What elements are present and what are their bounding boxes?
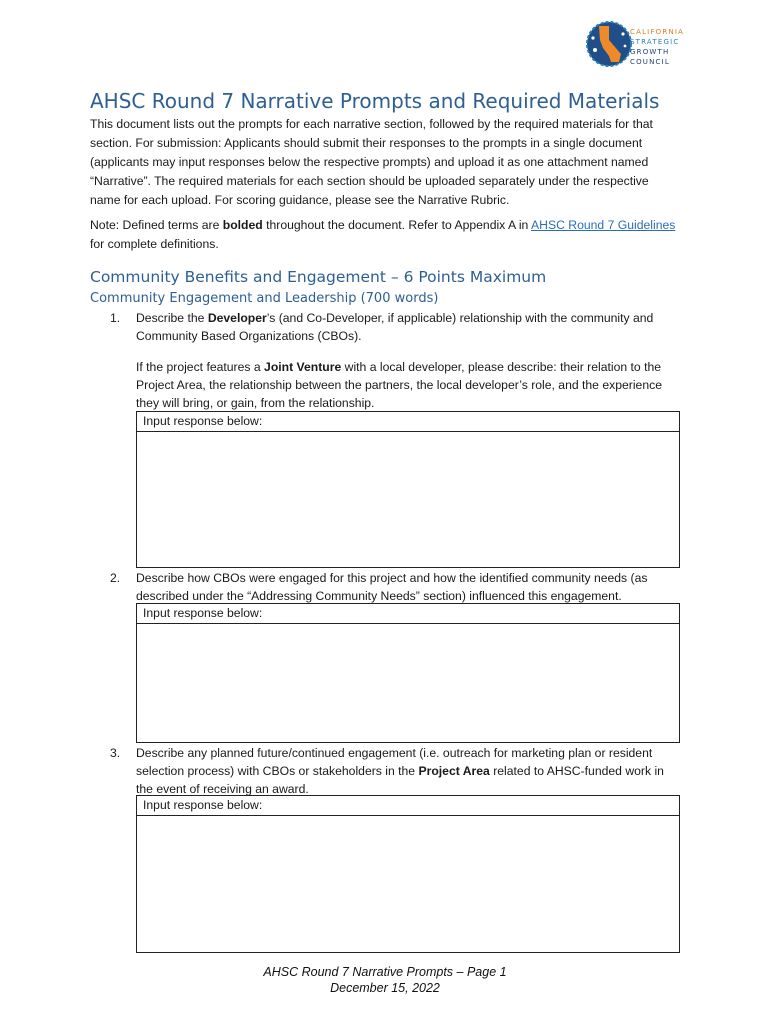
logo-line-california: CALIFORNIA xyxy=(630,28,685,36)
item-number: 3. xyxy=(110,746,121,760)
subsection-heading: Community Engagement and Leadership (700 words) xyxy=(90,291,439,306)
note-bold-term: bolded xyxy=(222,218,263,232)
response-box-2[interactable] xyxy=(136,603,680,743)
prompt-text xyxy=(136,358,681,412)
response-box-3[interactable] xyxy=(136,795,680,953)
response-label: Input response below: xyxy=(137,796,679,816)
note-text-middle: throughout the document. Refer to Appendix A in xyxy=(262,218,532,232)
guidelines-link[interactable]: AHSC Round 7 Guidelines xyxy=(531,218,676,232)
prompt-bold-term: Project Area xyxy=(418,764,490,778)
prompt-text-part: Describe any planned future/continued engagement (i.e. outreach for marketing plan or resident selection process) with CBOs or stakeholders in the xyxy=(136,746,653,778)
prompt-bold-term: Joint Venture xyxy=(264,360,342,374)
prompt-bold-term: Developer xyxy=(207,311,267,325)
section-heading: Community Benefits and Engagement – 6 Points Maximum xyxy=(90,268,547,286)
logo-line-strategic: STRATEGIC xyxy=(630,38,680,46)
intro-paragraph: This document lists out the prompts for each narrative section, followed by the required materials for that section. For submission: Applicants should submit their responses to the prompts in a single document (applicants may input responses below the respective prompts) and upload it as one attachment named “Narrative”. The required materials for each section should be uploaded separately under the respective name for each upload. For scoring guidance, please see the Narrative Rubric. xyxy=(90,117,653,207)
note-text: Note: Defined terms are xyxy=(90,218,223,232)
note-paragraph xyxy=(90,216,678,254)
response-label: Input response below: xyxy=(137,604,679,624)
footer-page-label: AHSC Round 7 Narrative Prompts – Page 1 xyxy=(263,965,507,979)
sgc-logo xyxy=(585,20,685,70)
prompt-text xyxy=(136,309,681,345)
item-number: 2. xyxy=(110,571,121,585)
response-box-1[interactable] xyxy=(136,411,680,568)
item-number: 1. xyxy=(110,311,121,325)
prompt-text: Describe how CBOs were engaged for this project and how the identified community needs (as described under the “Addressing Community Needs” section) influenced this engagement. xyxy=(136,571,648,603)
page-footer xyxy=(0,964,770,996)
california-map-icon xyxy=(585,20,633,68)
prompt-text-part: related to AHSC-funded work in the event of receiving an award. xyxy=(136,764,664,796)
prompt-text xyxy=(136,744,681,798)
footer-date: December 15, 2022 xyxy=(330,981,440,995)
note-text-end: for complete definitions. xyxy=(90,237,219,251)
prompt-text-part: Describe the xyxy=(136,311,208,325)
prompt-text-part: If the project features a xyxy=(136,360,265,374)
prompt-text-part: ’s (and Co-Developer, if applicable) relationship with the community and Community Based Organizations (CBOs). xyxy=(136,311,654,343)
document-title: AHSC Round 7 Narrative Prompts and Required Materials xyxy=(90,89,660,113)
logo-line-council: COUNCIL xyxy=(630,58,671,66)
response-label: Input response below: xyxy=(137,412,679,432)
logo-line-growth: GROWTH xyxy=(630,48,670,56)
logo-text xyxy=(630,27,684,67)
prompt-text-part: with a local developer, please describe: their relation to the Project Area, the relationship between the partners, the local developer’s role, and the experience they will bring, or gain, from the relationship. xyxy=(136,360,662,410)
